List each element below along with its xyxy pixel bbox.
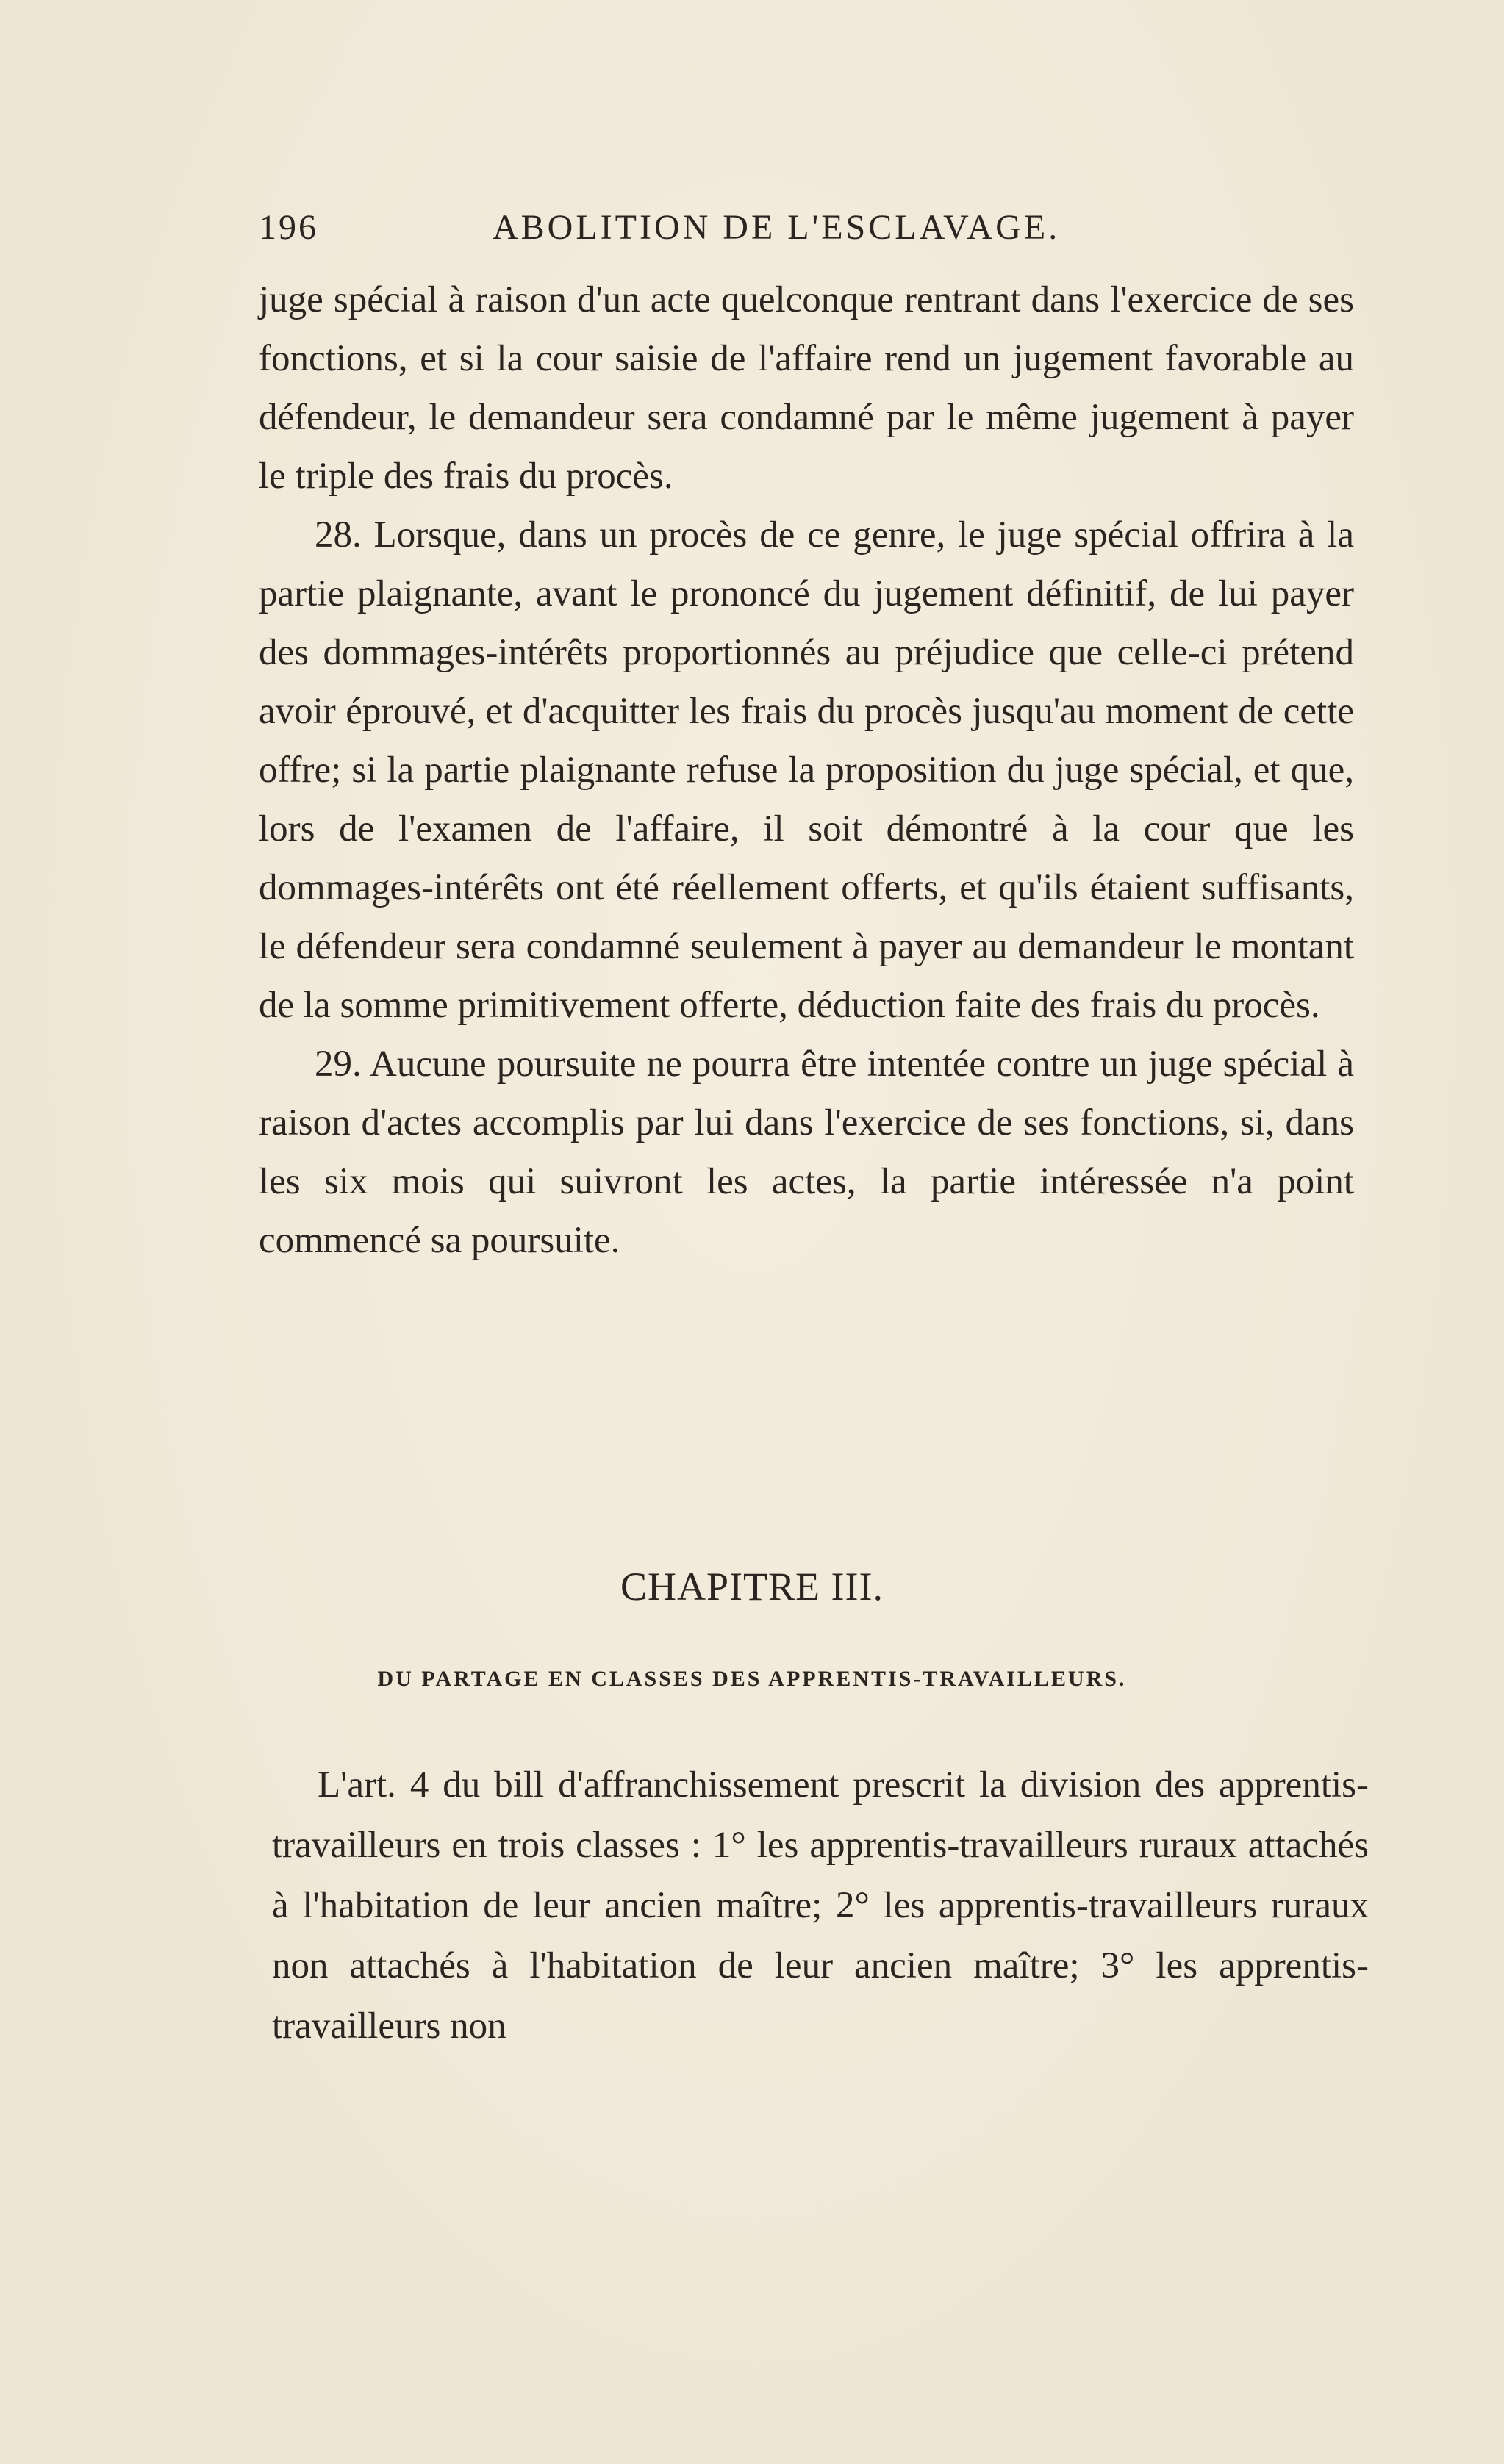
chapter-title: CHAPITRE III. <box>620 1565 884 1609</box>
page-header <box>259 207 1247 251</box>
page-number: 196 <box>259 208 318 247</box>
chapter-paragraph: L'art. 4 du bill d'affranchissement prescrit la division des apprentis-travailleurs en trois classes : 1° les apprentis-travailleurs ruraux attachés à l'habitation de leur ancien maître; 2° les apprentis-travailleurs ruraux non attachés à l'habitation de leur ancien maître; 3° les apprentis-travailleurs non <box>272 1764 1369 2047</box>
running-title: ABOLITION DE L'ESCLAVAGE. <box>493 208 1061 247</box>
chapter-subtitle: DU PARTAGE EN CLASSES DES APPRENTIS-TRAVAILLEURS. <box>377 1667 1127 1691</box>
body-text <box>259 270 1354 1270</box>
paragraph-article-29: 29. Aucune poursuite ne pourra être intentée contre un juge spécial à raison d'actes accomplis par lui dans l'exercice de ses fonctions, si, dans les six mois qui suivront les actes, la partie intéressée n'a point commencé sa poursuite. <box>259 1044 1354 1261</box>
paragraph-continuation: juge spécial à raison d'un acte quelconque rentrant dans l'exercice de ses fonctions, et si la cour saisie de l'affaire rend un jugement favorable au défendeur, le demandeur sera condamné par le même jugement à payer le triple des frais du procès. <box>259 279 1354 497</box>
paragraph-article-28: 28. Lorsque, dans un procès de ce genre, le juge spécial offrira à la partie plaignante, avant le prononcé du jugement définitif, de lui payer des dommages-intérêts proportionnés au préjudice que celle-ci prétend avoir éprouvé, et d'acquitter les frais du procès jusqu'au moment de cette offre; si la partie plaignante refuse la proposition du juge spécial, et que, lors de l'examen de l'affaire, il soit démontré à la cour que les dommages-intérêts ont été réellement offerts, et qu'ils étaient suffisants, le défendeur sera condamné seulement à payer au demandeur le montant de la somme primitivement offerte, déduction faite des frais du procès. <box>259 514 1354 1026</box>
chapter-text <box>272 1755 1369 2056</box>
